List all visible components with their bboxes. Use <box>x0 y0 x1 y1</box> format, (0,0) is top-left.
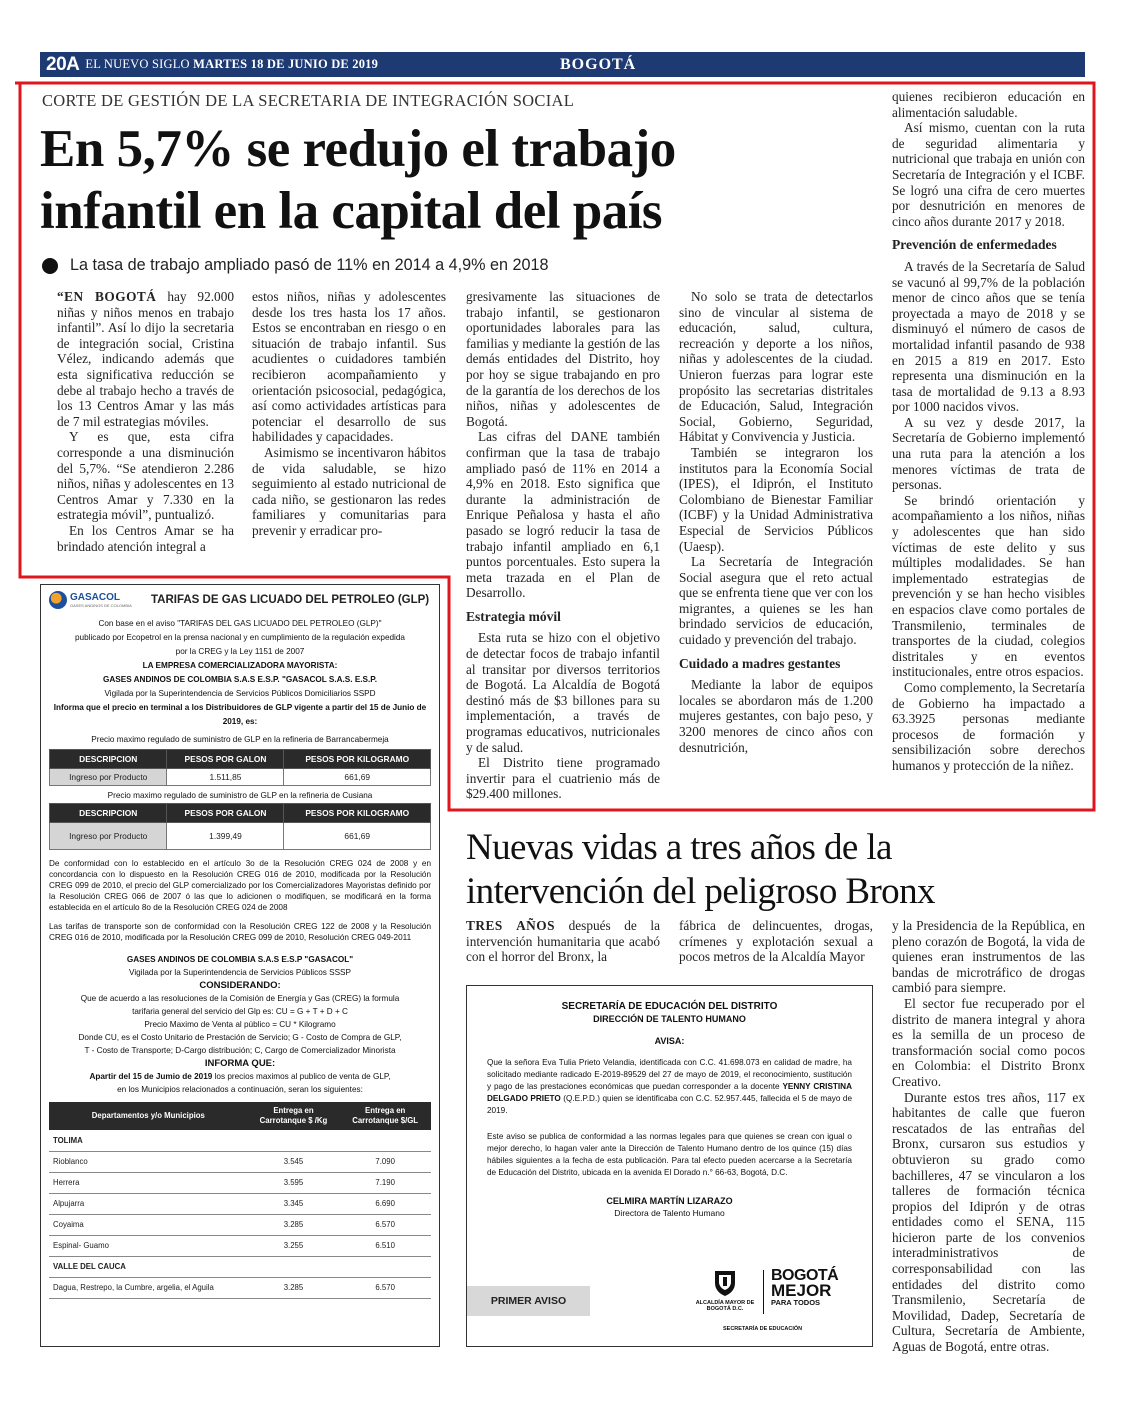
bullet-dot-icon <box>42 258 58 274</box>
alcaldia-escudo-icon <box>710 1268 740 1298</box>
subheading-madres: Cuidado a madres gestantes <box>679 655 841 671</box>
article1-column-2: estos niños, niñas y adolescentes desde los tres hasta los 17 años. Estos se encontraban en riesgo o en situación de trabajo infantil. Sus acudientes o cuidadores también recibieron acompañamiento y orientación psicosocial, pedagógica, así como actividades artísticas para potenciar el desarrollo de sus habilidades y capacidades. Asimismo se incentivaron hábitos de vida saludable, se hizo seguimiento al estado nutricional de cada niño, se gestionaron las redes familiares y comunitarias para prevenir y erradicar pro- <box>252 289 446 538</box>
article1-column-4: No solo se trata de detectarlos sino de vincular al sistema de educación, salud, cultura, recreación y deporte a los niños, niñas y adolescentes de la ciudad. Unieron fuerzas para lograr este propósito las secretarias distritales de Educación, Salud, Integración Social, Gobierno, Seguridad, Hábitat y Convivencia y Justicia. También se integraron los institutos para la Economía Social (IPES), el Idiprón, el Instituto Colombiano de Bienestar Familiar (ICBF) y la Unidad Administrativa Especial de Servicios Públicos (Uaesp). La Secretaría de Integración Social asegura que el reto actual que se enfrenta tiene que ver con los migrantes, a quienes se les han brindado servicios de educación, cuidado y prevención del trabajo. Cuidado a madres gestantes Mediante la labor de equipos locales se abordaron más de 1.200 mujeres gestantes, con bajo peso, y 3200 menores de cinco años con desnutrición, <box>679 289 873 755</box>
edu-ad-body2: Este aviso se publica de conformidad a las normas legales para que quienes se crean con igual o mejor derecho, lo hagan valer ante la Dirección de Talento Humano dentro de los quince (15) días hábiles siguientes a la fecha de esta publicación. Para tal efecto pueden acercarse a la Secretaría de Educación del Distrito, ubicada en la avenida El Dorado n.° 66-63, Bogotá, D.C. <box>487 1132 852 1177</box>
alcaldia-label: ALCALDÍA MAYOR DE BOGOTÁ D.C. <box>695 1300 755 1312</box>
article1-column-1: “EN BOGOTÁ hay 92.000 niñas y niños menos en trabajo infantil”. Así lo dijo la secretaria de integración social, Cristina Vélez, indicando además que esta significativa reducción se debe al trabajo hecho a través de los 13 Centros Amar y las más de 7 mil estrategias móviles. Y es que, esta cifra corresponde a una disminución del 5,7%. “Se atendieron 2.286 niños, niñas y adolescentes en 13 Centros Amar y 7.330 en la estrategia móvil”, puntualizó. En los Centros Amar se ha brindado atención integral a <box>57 289 234 554</box>
table-row: Rioblanco 3.545 7.090 <box>49 1151 431 1172</box>
gas-price-table-cusiana: DESCRIPCION PESOS POR GALON PESOS POR KILOGRAMO Ingreso por Producto 1.399,49 661,69 <box>49 803 431 850</box>
edu-ad-signature: CELMIRA MARTÍN LIZARAZO Directora de Talento Humano <box>606 1196 733 1218</box>
table-row: Dagua, Restrepo, la Cumbre, argelia, el Aguila 3.285 6.570 <box>49 1277 431 1298</box>
divider <box>763 1270 764 1314</box>
gasacol-logo-icon <box>49 591 67 609</box>
article2-column-3: y la Presidencia de la República, en pleno corazón de Bogotá, la vida de quienes eran instrumentos de las bandas de microtráfico de drogas cambió para siempre. El sector fue recuperado por el distrito de manera integral y ahora es la semilla de un proceso de transformación social como pocos en Colombia: el Distrito Bronx Creativo. Durante estos tres años, 117 ex habitantes de calle que fueron rescatados de las entrañas del Bronx, cursaron sus estudios y obtuvieron su grado como bachilleres, 47 se vincularon a los talleres de formación técnica propios del Idiprón y de otras entidades como el SENA, 115 hicieron parte de los convenios interadministrativos de corresponsabilidad con las entidades del distrito como Transmilenio, Secretaría de Movilidad, Dadep, Secretaría de Cultura, Secretaría de Ambiente, Aguas de Bogotá, entre otras. <box>892 918 1085 1355</box>
edu-ad-header: SECRETARÍA DE EDUCACIÓN DEL DISTRITO DIRECCIÓN DE TALENTO HUMANO AVISA: <box>561 1001 778 1046</box>
subheading-estrategia: Estrategia móvil <box>466 608 561 624</box>
gasacol-tariff-ad <box>40 584 440 1347</box>
article-headline: En 5,7% se redujo el trabajo infantil en la capital del país <box>40 120 676 240</box>
subheading-prevencion: Prevención de enfermedades <box>892 237 1057 253</box>
edu-ad-body1: Que la señora Eva Tulia Prieto Velandia, identificada con C.C. 41.698.073 en calidad de madre, ha solicitado mediante radicado E-2019-89529 del 27 de mayo de 2019, el reconocimiento, sustitución y pago de las prestaciones económicas que puedan corresponder a la docente YENNY CRISTINA DELGADO PRIETO (Q.E.P.D.) quien se identificaba con C.C. 52.957.445, fallecida el 5 de mayo de 2019. <box>487 1058 853 1115</box>
article2-headline: Nuevas vidas a tres años de la intervención del peligroso Bronx <box>466 827 935 912</box>
table-row: Coyaima 3.285 6.570 <box>49 1214 431 1235</box>
page-number: 20A <box>46 53 80 75</box>
gas-ad-intro: Con base en el aviso "TARIFAS DEL GAS LICUADO DEL PETROLEO (GLP)" publicado por Ecopetrol en la prensa nacional y en cumplimiento de la regulación expedida por la CREG y la Ley 1151 de 2007 LA EMPRESA COMERCIALIZADORA MAYORISTA: GASES ANDINOS DE COLOMBIA S.A.S E.S.P. "GASACOL S.A.S. E.S.P. Vigilada por la Superintendencia de Servicios Públicos Domiciliarios SSPD Informa que el precio en terminal a los Distribuidores de GLP vigente a partir del 15 de Junio de 2019, es: Precio maximo regulado de suministro de GLP en la refineria de Barrancabermeja <box>53 619 427 744</box>
article2-column-1: TRES AÑOS después de la intervención humanitaria que acabó con el horror del Bronx, la <box>466 918 660 965</box>
gasacol-logo: GASACOL GASES ANDINOS DE COLOMBIA <box>49 591 149 609</box>
table-row: Herrera 3.595 7.190 <box>49 1172 431 1193</box>
gas-ad-para1: De conformidad con lo establecido en el artículo 3o de la Resolución CREG 024 de 2008 y en concordancia con lo dispuesto en la Resolución CREG 016 de 2010, modificada por la Resolución CREG 099 de 2010, el precio del GLP comercializado por los Comercializadores Mayoristas definido por la Resolución CREG 066 de 2007 ó las que lo adicionen o modifiquen, se modificará en la forma establecida en el artículo 8o de la Resolución CREG 024 de 2008 <box>49 859 431 912</box>
gas-ad-considerando-block: GASES ANDINOS DE COLOMBIA S.A.S E.S.P "GASACOL" Vigilada por la Superintendencia de Servicios Públicos SSSP CONSIDERANDO: Que de acuerdo a las resoluciones de la Comisión de Energía y Gas (CREG) la formula tarifaria general del servicio del Glp es: CU = G + T + D + C Precio Maximo de Venta al público = CU * Kilogramo Donde CU, es el Costo Unitario de Prestación de Servicio; G - Costo de Compra de GLP, T - Costo de Transporte; D-Cargo distribución; C, Cargo de Comercializador Minorista INFORMA QUE: Apartir del 15 de Jumio de 2019 los precios maximos al publico de venta de GLP, en los Municipios relacionados a continuación, seran los siguientes: <box>78 955 402 1094</box>
primer-aviso-badge: PRIMER AVISO <box>467 1286 590 1316</box>
article-kicker: CORTE DE GESTIÓN DE LA SECRETARIA DE INTEGRACIÓN SOCIAL <box>42 91 575 110</box>
article1-column-3: gresivamente las situaciones de trabajo infantil, se gestionaron oportunidades laborales para las familias y mediante la gestión de las demás entidades del Distrito, hoy por hoy se sigue trabajando en pro de la garantía de los derechos de los niños, niñas y adolescentes de Bogotá. Las cifras del DANE también confirman que la tasa de trabajo ampliado pasó de 11% en 2014 a 4,9% en 2018. Esto significa que durante la administración de Enrique Peñalosa y hasta el año pasado se logró reducir la tasa de trabajo infantil ampliado en 6,1 puntos porcentuales. Esto supera la meta trazada en el Plan de Desarrollo. Estrategia móvil Esta ruta se hizo con el objetivo de detectar focos de trabajo infantil al transitar por diversos territorios de Bogotá. La Alcaldía de Bogotá destinó más de $3 billones para su implementación, a través de programas educativos, nutricionales y de salud. El Distrito tiene programado invertir para el cuatrienio más de $29.400 millones. <box>466 289 660 802</box>
article-subhead: La tasa de trabajo ampliado pasó de 11% en 2014 a 4,9% en 2018 <box>42 256 549 275</box>
article2-column-2: fábrica de delincuentes, drogas, crímenes y explotación sexual a pocos metros de la Alcaldía Mayor <box>679 918 873 965</box>
publication-name: EL NUEVO SIGLO MARTES 18 DE JUNIO DE 2019 <box>85 57 379 71</box>
secretaria-educacion-notice <box>466 985 873 1347</box>
table-row: VALLE DEL CAUCA <box>49 1256 431 1277</box>
secretaria-educacion-label: SECRETARÍA DE EDUCACIÓN <box>723 1326 803 1332</box>
gas-ad-para2: Las tarifas de transporte son de conformidad con la Resolución CREG 122 de 2008 y la Resolución CREG 016 de 2010, modificada por la Resolución CREG 099 de 2010, Resolución CREG 049-2011 <box>49 922 431 942</box>
gas-price-table-barranca: DESCRIPCION PESOS POR GALON PESOS POR KILOGRAMO Ingreso por Producto 1.511,85 661,69 <box>49 749 431 786</box>
section-name: BOGOTÁ <box>560 55 637 73</box>
table-row: Alpujarra 3.345 6.690 <box>49 1193 431 1214</box>
gas-table2-caption: Precio maximo regulado de suministro de GLP en la refineria de Cusiana <box>107 791 373 800</box>
bogota-mejor-logo: BOGOTÁ MEJOR PARA TODOS <box>771 1267 839 1307</box>
article1-column-5: quienes recibieron educación en alimentación saludable. Así mismo, cuentan con la ruta de seguridad alimentaria y nutricional que trabaja en unión con Secretaría de Integración y el ICBF. Se logró una cifra de cero muertes por desnutrición en menores de cinco años durante 2017 y 2018. Prevención de enfermedades A través de la Secretaría de Salud se vacunó al 99,7% de la población menor de cinco años que se tenía proyectada a mayo de 2018 y se disminuyó el número de casos de mortalidad infantil pasando de 938 en 2015 a 819 en 2017. Esto representa una disminución en la tasa de mortalidad de 9.13 a 8.93 por 1000 nacidos vivos. A su vez y desde 2017, la Secretaría de Gobierno implementó una ruta para la atención a los menores víctimas de trata de personas. Se brindó orientación y acompañamiento a los niños, niñas y adolescentes que han sido víctimas de este delito y sus múltiples modalidades. Se han implementado estrategias de prevención y se han hecho visibles en espacios clave como portales de Transmilenio, terminales de transportes de la ciudad, colegios distritales y en eventos institucionales, entre otros espacios. Como complemento, la Secretaría de Gobierno ha impactado a 63.3925 personas mediante procesos de formación y sensibilización sobre derechos humanos y protección de la niñez. <box>892 89 1085 773</box>
table-row: Espinal- Guamo 3.255 6.510 <box>49 1235 431 1256</box>
gas-municipal-prices-table: Departamentos y/o Municipios Entrega en Carrotanque $ /Kg Entrega en Carrotanque $/GL TOLIMA Rioblanco 3.545 7.090 Herrera 3.595 7.190 Alpujarra 3.345 6.690 Coyaima 3.285 6.570 Espinal- Guamo 3.255 6.510 VALLE DEL CAUCA Dagua, Restrepo, la Cumbre, argelia, el Aguila 3.285 6.570 <box>49 1102 431 1299</box>
table-row: TOLIMA <box>49 1130 431 1151</box>
gas-ad-title: TARIFAS DE GAS LICUADO DEL PETROLEO (GLP) <box>151 594 430 606</box>
